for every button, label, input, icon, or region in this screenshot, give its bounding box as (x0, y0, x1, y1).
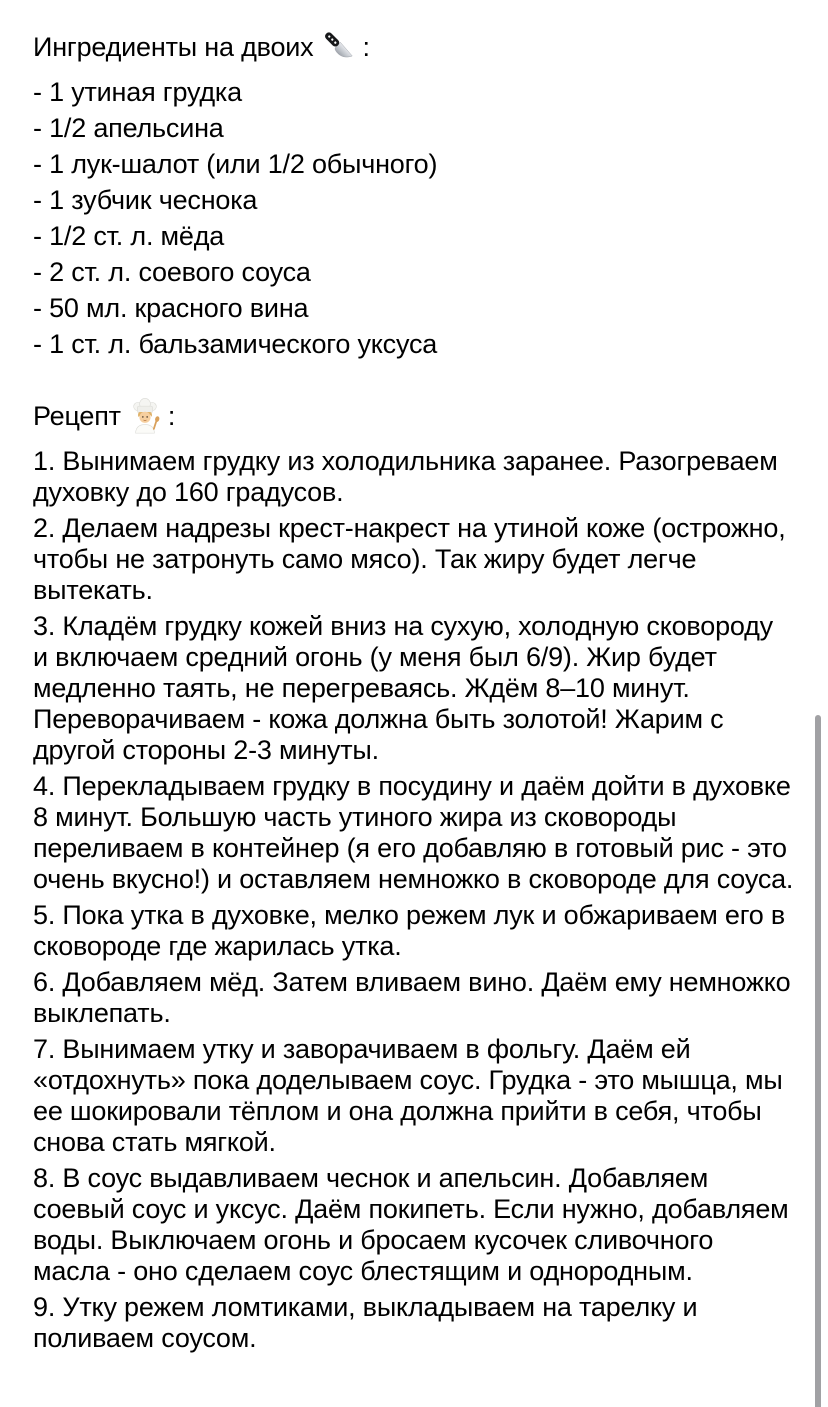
ingredient-item: - 2 ст. л. соевого соуса (33, 257, 311, 287)
scrollbar-thumb[interactable] (815, 715, 821, 1407)
ingredient-item: - 1 лук-шалот (или 1/2 обычного) (33, 149, 438, 179)
woman-cook-emoji-icon (127, 398, 163, 441)
ingredients-heading (33, 27, 794, 72)
ingredient-item: - 1/2 апельсина (33, 113, 224, 143)
recipe-step: 9. Утку режем ломтиками, выкладываем на тарелку и поливаем соусом. (33, 1292, 698, 1353)
recipe-heading (33, 398, 794, 441)
recipe-step: 8. В соус выдавливаем чеснок и апельсин. Добавляем соевый соус и уксус. Даём покипеть. Если нужно, добавляем воды. Выключаем огонь и бросаем кусочек сливочного масла - оно сделаем соус блестящим и однородным. (33, 1163, 789, 1286)
ingredients-heading-colon: : (362, 32, 370, 62)
ingredient-item: - 1 ст. л. бальзамического уксуса (33, 329, 438, 359)
ingredient-item: - 1/2 ст. л. мёда (33, 221, 225, 251)
ingredient-item: - 1 зубчик чеснока (33, 185, 258, 215)
recipe-step: 7. Вынимаем утку и заворачиваем в фольгу. Даём ей «отдохнуть» пока доделываем соус. Грудка - это мышца, мы ее шокировали тёплом и она должна прийти в себя, чтобы снова стать мягкой. (33, 1034, 783, 1157)
recipe-step: 4. Перекладываем грудку в посудину и даём дойти в духовке 8 минут. Большую часть утиного жира из сковороды переливаем в контейнер (я его добавляю в готовый рис - это очень вкусно!) и оставляем немножко в сковороде для соуса. (33, 771, 794, 894)
recipe-step: 6. Добавляем мёд. Затем вливаем вино. Даём ему немножко выклепать. (33, 967, 791, 1028)
recipe-heading-text: Рецепт (33, 401, 121, 431)
ingredient-item: - 50 мл. красного вина (33, 293, 309, 323)
ingredients-heading-text: Ингредиенты на двоих (33, 32, 314, 62)
ingredient-item: - 1 утиная грудка (33, 77, 242, 107)
recipe-step: 2. Делаем надрезы крест-накрест на утиной коже (острожно, чтобы не затронуть само мясо). Так жиру будет легче вытекать. (33, 513, 786, 605)
recipe-step: 3. Кладём грудку кожей вниз на сухую, холодную сковороду и включаем средний огонь (у меня был 6/9). Жир будет медленно таять, не перегреваясь. Ждём 8–10 минут. Переворачиваем - кожа должна быть золотой! Жарим с другой стороны 2-3 минуты. (33, 611, 773, 765)
recipe-heading-colon: : (167, 401, 176, 431)
section-gap (33, 365, 794, 398)
knife-emoji-icon (319, 27, 357, 72)
recipe-step: 1. Вынимаем грудку из холодильника заранее. Разогреваем духовку до 160 градусов. (33, 446, 778, 507)
recipe-step: 5. Пока утка в духовке, мелко режем лук и обжариваем его в сковороде где жарилась утка. (33, 900, 786, 961)
